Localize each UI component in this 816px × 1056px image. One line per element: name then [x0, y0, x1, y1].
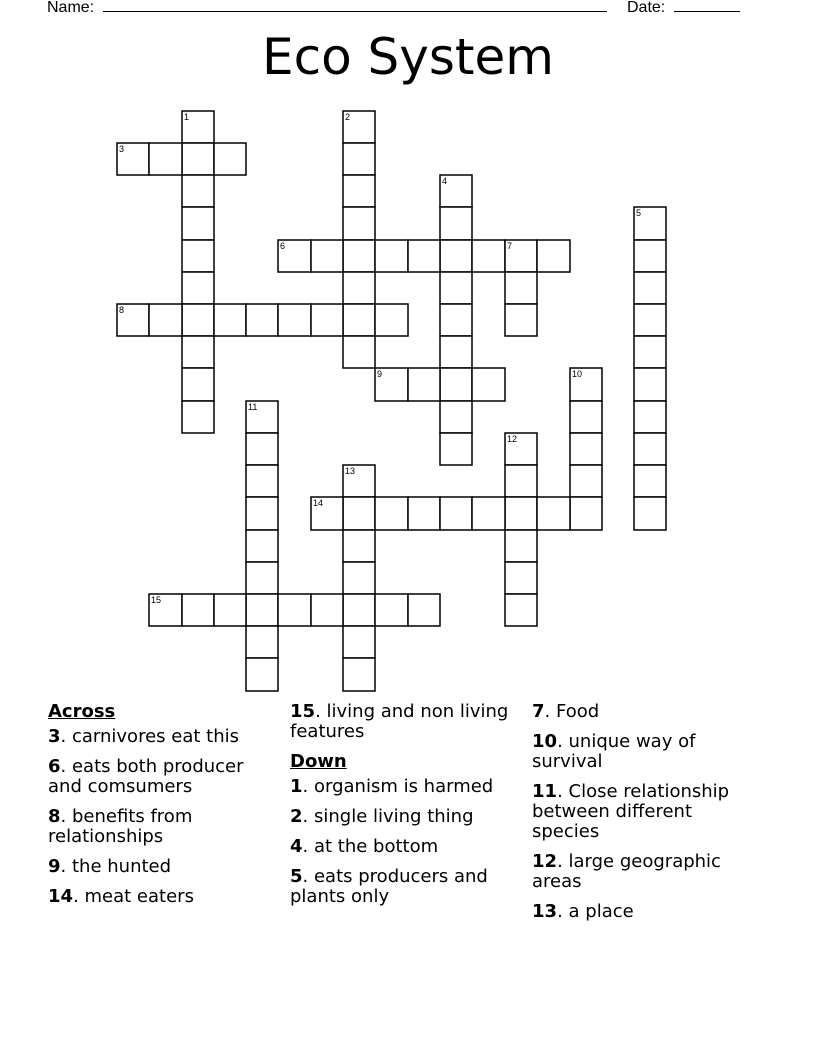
grid-cell[interactable] [570, 497, 602, 530]
grid-cell[interactable] [343, 304, 375, 336]
clue-across-14: 14. meat eaters [48, 886, 194, 907]
cell-number: 12 [507, 434, 518, 444]
grid-cell[interactable] [440, 207, 472, 240]
grid-cell[interactable] [214, 594, 246, 626]
grid-cell[interactable] [505, 562, 537, 594]
grid-cell[interactable] [343, 336, 375, 368]
down-heading: Down [290, 751, 347, 772]
grid-cell[interactable] [343, 594, 375, 626]
puzzle-title: Eco System [261, 28, 555, 86]
grid-cell[interactable] [634, 207, 666, 240]
clue-across-3: 3. carnivores eat this [48, 726, 239, 747]
clue-down-12: 12. large geographic areas [532, 851, 721, 892]
grid-cell[interactable] [570, 433, 602, 465]
grid-cell[interactable] [246, 465, 278, 497]
grid-cell[interactable] [343, 658, 375, 691]
grid-cell[interactable] [343, 497, 375, 530]
grid-cell[interactable] [182, 143, 214, 175]
grid-cell[interactable] [117, 143, 149, 175]
grid-cell[interactable] [440, 336, 472, 368]
grid-cell[interactable] [182, 272, 214, 304]
grid-cell[interactable] [440, 272, 472, 304]
grid-cell[interactable] [182, 240, 214, 272]
grid-cell[interactable] [278, 304, 311, 336]
grid-cell[interactable] [505, 240, 537, 272]
grid-cell[interactable] [214, 304, 246, 336]
grid-cell[interactable] [472, 497, 505, 530]
clue-down-10: 10. unique way of survival [532, 731, 696, 772]
grid-cell[interactable] [505, 433, 537, 465]
grid-cell[interactable] [408, 240, 440, 272]
name-label: Name: [47, 0, 95, 16]
grid-cell[interactable] [375, 594, 408, 626]
grid-cell[interactable] [634, 465, 666, 497]
grid-cell[interactable] [278, 240, 311, 272]
grid-cell[interactable] [182, 304, 214, 336]
grid-cell[interactable] [634, 497, 666, 530]
cell-number: 11 [248, 402, 258, 412]
cell-number: 10 [572, 369, 583, 379]
grid-cell[interactable] [182, 594, 214, 626]
grid-cell[interactable] [246, 658, 278, 691]
grid-cell[interactable] [440, 433, 472, 465]
cell-number: 5 [636, 208, 642, 218]
grid-cell[interactable] [634, 336, 666, 368]
across-heading: Across [48, 701, 116, 722]
cell-number: 4 [442, 176, 448, 186]
clue-down-5: 5. eats producers and plants only [290, 866, 488, 907]
grid-cell[interactable] [214, 143, 246, 175]
grid-cell[interactable] [537, 497, 570, 530]
clue-down-11: 11. Close relationship between different species [532, 781, 730, 842]
grid-cell[interactable] [634, 368, 666, 401]
clue-down-1: 1. organism is harmed [290, 776, 494, 797]
grid-cell[interactable] [182, 111, 214, 143]
grid-cell[interactable] [343, 626, 375, 658]
clue-across-8: 8. benefits from relationships [48, 806, 193, 847]
cell-number: 2 [345, 112, 351, 122]
grid-cell[interactable] [634, 240, 666, 272]
grid-cell[interactable] [634, 272, 666, 304]
grid-cell[interactable] [505, 497, 537, 530]
cell-number: 3 [119, 144, 125, 154]
grid-cell[interactable] [343, 465, 375, 497]
grid-cell[interactable] [537, 240, 570, 272]
grid-cell[interactable] [149, 594, 182, 626]
clue-down-2: 2. single living thing [290, 806, 474, 827]
grid-cell[interactable] [440, 240, 472, 272]
cell-number: 9 [377, 369, 383, 379]
grid-cell[interactable] [343, 207, 375, 240]
grid-cell[interactable] [505, 530, 537, 562]
grid-cell[interactable] [343, 272, 375, 304]
grid-cell[interactable] [634, 304, 666, 336]
grid-cell[interactable] [246, 626, 278, 658]
clue-across-6: 6. eats both producer and comsumers [48, 756, 244, 797]
grid-cell[interactable] [246, 401, 278, 433]
grid-cell[interactable] [505, 465, 537, 497]
grid-cell[interactable] [182, 401, 214, 433]
grid-cell[interactable] [505, 272, 537, 304]
grid-cell[interactable] [311, 497, 343, 530]
clue-down-13: 13. a place [532, 901, 634, 922]
grid-cell[interactable] [505, 304, 537, 336]
grid-cell[interactable] [117, 304, 149, 336]
grid-cell[interactable] [246, 433, 278, 465]
grid-cell[interactable] [149, 143, 182, 175]
cell-number: 1 [184, 112, 190, 122]
cell-number: 7 [507, 241, 513, 251]
cell-number: 14 [313, 498, 324, 508]
grid-cell[interactable] [343, 562, 375, 594]
grid-cell[interactable] [408, 497, 440, 530]
grid-cell[interactable] [375, 497, 408, 530]
grid-cell[interactable] [182, 175, 214, 207]
clue-down-4: 4. at the bottom [290, 836, 439, 857]
grid-cell[interactable] [570, 465, 602, 497]
grid-cell[interactable] [634, 401, 666, 433]
grid-cell[interactable] [375, 240, 408, 272]
grid-cell[interactable] [343, 530, 375, 562]
grid-cell[interactable] [408, 368, 440, 401]
cell-number: 13 [345, 466, 356, 476]
grid-cell[interactable] [472, 368, 505, 401]
grid-cell[interactable] [246, 497, 278, 530]
grid-cell[interactable] [182, 368, 214, 401]
grid-cell[interactable] [343, 111, 375, 143]
grid-cell[interactable] [246, 594, 278, 626]
clue-down-7: 7. Food [532, 701, 600, 722]
grid-cell[interactable] [505, 594, 537, 626]
cell-number: 15 [151, 595, 162, 605]
grid-cell[interactable] [311, 240, 343, 272]
grid-cell[interactable] [149, 304, 182, 336]
clue-across-15: 15. living and non living features [290, 701, 509, 742]
grid-cell[interactable] [343, 240, 375, 272]
clue-column-1 [48, 702, 278, 917]
grid-cell[interactable] [634, 433, 666, 465]
grid-cell[interactable] [182, 207, 214, 240]
grid-cell[interactable] [246, 304, 278, 336]
clue-column-3 [532, 702, 762, 932]
grid-cell[interactable] [440, 175, 472, 207]
grid-cell[interactable] [182, 336, 214, 368]
grid-cell[interactable] [343, 175, 375, 207]
grid-cell[interactable] [440, 401, 472, 433]
grid-cell[interactable] [311, 304, 343, 336]
grid-cell[interactable] [278, 594, 311, 626]
grid-cell[interactable] [246, 562, 278, 594]
grid-cell[interactable] [408, 594, 440, 626]
grid-cell[interactable] [440, 304, 472, 336]
cell-number: 6 [280, 241, 286, 251]
grid-cell[interactable] [246, 530, 278, 562]
date-label: Date: [627, 0, 666, 16]
grid-cell[interactable] [440, 497, 472, 530]
grid-cell[interactable] [375, 368, 408, 401]
cell-number: 8 [119, 305, 125, 315]
grid-cell[interactable] [343, 143, 375, 175]
grid-cell[interactable] [570, 368, 602, 401]
grid-cell[interactable] [375, 304, 408, 336]
clue-across-9: 9. the hunted [48, 856, 172, 877]
clue-column-2 [290, 702, 520, 917]
grid-cell[interactable] [311, 594, 343, 626]
grid-cell[interactable] [472, 240, 505, 272]
grid-cell[interactable] [570, 401, 602, 433]
grid-cell[interactable] [440, 368, 472, 401]
